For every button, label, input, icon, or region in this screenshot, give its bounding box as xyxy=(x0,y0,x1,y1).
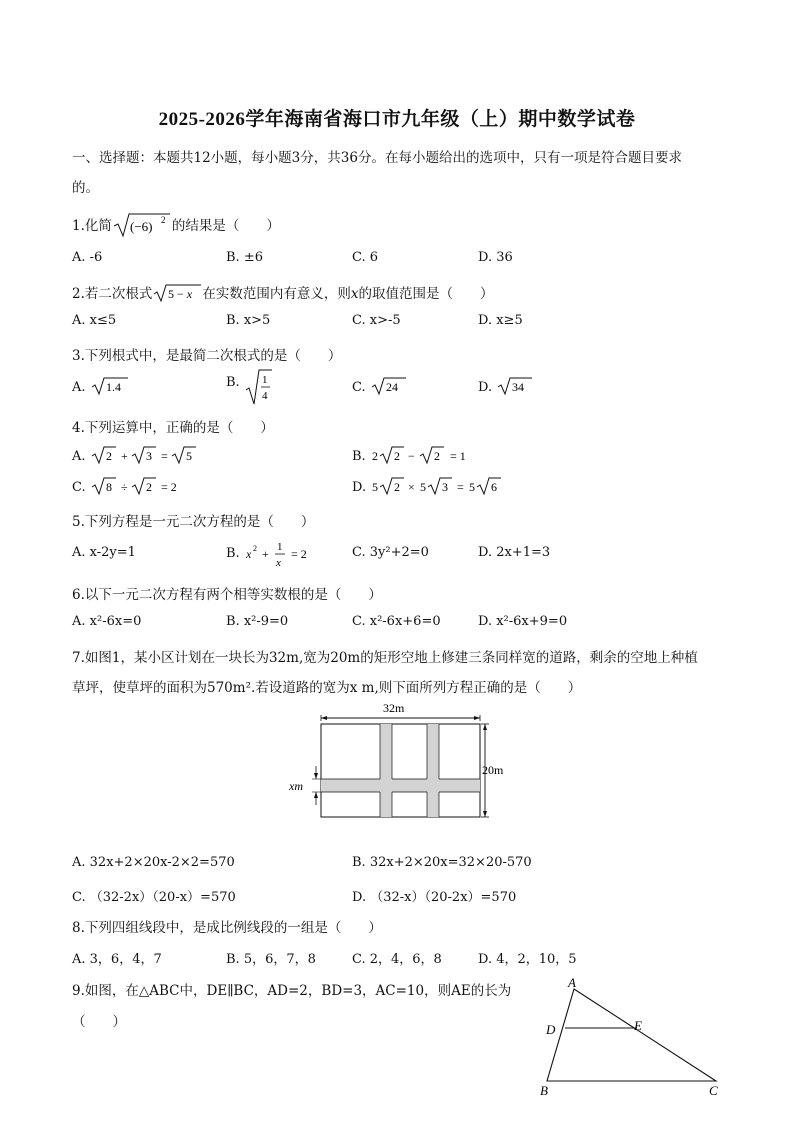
road-plan-figure xyxy=(285,698,515,828)
q3-option-c-math xyxy=(370,376,410,396)
q4-option-c-label: C. xyxy=(72,480,86,495)
question-8: 8.下列四组线段中，是成比例线段的一组是（ ） xyxy=(72,920,382,936)
svg-text:+: + xyxy=(261,547,269,561)
svg-text:2: 2 xyxy=(105,449,112,463)
q6-option-c: C. x²-6x+6=0 xyxy=(352,614,441,629)
svg-text:2: 2 xyxy=(394,480,401,494)
q3-option-c xyxy=(352,376,410,396)
svg-text:5: 5 xyxy=(185,449,192,463)
width-label: 32m xyxy=(383,701,405,715)
q5-option-b-math xyxy=(244,537,324,571)
svg-text:8: 8 xyxy=(105,480,112,494)
svg-text:x: x xyxy=(275,557,281,569)
svg-text:=: = xyxy=(160,449,168,463)
svg-text:÷: ÷ xyxy=(120,480,128,494)
svg-text:= 2: = 2 xyxy=(160,480,177,494)
q1-prefix: 1.化简 xyxy=(72,218,112,234)
height-label: 20m xyxy=(482,763,504,777)
svg-text:=: = xyxy=(457,480,465,494)
svg-text:24: 24 xyxy=(385,380,398,394)
q7-option-d: D. （32-x）（20-2x）=570 xyxy=(352,890,517,905)
q7-option-b: B. 32x+2×20x=32×20-570 xyxy=(352,855,532,870)
question-9-line1: 9.如图，在△ABC中，DE∥BC，AD=2，BD=3，AC=10，则AE的长为 xyxy=(72,983,512,999)
q3-option-a-label: A. xyxy=(72,380,86,395)
vertical-road-1 xyxy=(380,724,392,817)
point-d-label: D xyxy=(546,1022,556,1037)
q4-option-c xyxy=(72,476,200,496)
svg-text:6: 6 xyxy=(491,480,498,494)
svg-text:3: 3 xyxy=(145,449,152,463)
q8-option-b: B. 5，6，7，8 xyxy=(226,952,316,967)
q1-sqrt-expression xyxy=(112,212,172,238)
svg-text:= 1: = 1 xyxy=(449,449,466,463)
q3-option-a-math xyxy=(90,376,130,396)
q3-option-a xyxy=(72,376,130,396)
q2-option-d: D. x≥5 xyxy=(478,313,523,328)
question-4: 4.下列运算中，正确的是（ ） xyxy=(72,420,274,436)
svg-text:= 2: = 2 xyxy=(290,547,307,561)
svg-text:−: − xyxy=(407,449,415,463)
question-5: 5.下列方程是一元二次方程的是（ ） xyxy=(72,514,315,530)
svg-text:2: 2 xyxy=(393,449,400,463)
q8-option-a: A. 3，6，4，7 xyxy=(72,952,162,967)
q4-option-a xyxy=(72,445,200,465)
q7-option-a: A. 32x+2×20x-2×2=570 xyxy=(72,855,235,870)
question-9-line2: （ ） xyxy=(72,1014,126,1030)
svg-text:4: 4 xyxy=(261,390,268,402)
section-heading-line2: 的。 xyxy=(72,180,99,196)
q8-option-c: C. 2，4，6，8 xyxy=(352,952,442,967)
svg-text:34: 34 xyxy=(512,380,525,394)
road-width-label: xm xyxy=(289,779,303,793)
vertical-road-2 xyxy=(427,724,439,817)
svg-text:1.4: 1.4 xyxy=(105,380,121,394)
q3-option-b xyxy=(226,368,274,406)
svg-text:2: 2 xyxy=(145,480,152,494)
q2-variable: x xyxy=(350,286,359,302)
question-7-line1: 7.如图1，某小区计划在一块长为32m,宽为20m的矩形空地上修建三条同样宽的道路，剩余的空地上种植 xyxy=(72,650,698,666)
vertex-c-label: C xyxy=(709,1083,718,1098)
q2-middle: 在实数范围内有意义，则 xyxy=(202,286,351,302)
svg-text:2: 2 xyxy=(160,215,166,225)
field-rectangle xyxy=(321,724,480,817)
q1-suffix: 的结果是（ ） xyxy=(171,218,280,234)
q6-option-b: B. x²-9=0 xyxy=(226,614,289,629)
svg-text:×: × xyxy=(408,480,416,494)
triangle-abc xyxy=(547,989,716,1081)
question-6: 6.以下一元二次方程有两个相等实数根的是（ ） xyxy=(72,587,382,603)
q8-option-d: D. 4，2，10，5 xyxy=(478,952,577,967)
q4-option-d-label: D. xyxy=(352,480,367,495)
question-1 xyxy=(72,212,280,238)
q4-option-c-math xyxy=(90,476,200,496)
q2-option-c: C. x>-5 xyxy=(352,313,401,328)
q5-option-b-label: B. xyxy=(226,546,240,561)
q4-option-d xyxy=(352,476,510,496)
q4-option-b-math xyxy=(370,445,480,465)
q4-option-b xyxy=(352,445,480,465)
q7-option-c: C. （32-2x）（20-x）=570 xyxy=(72,890,236,905)
q2-prefix: 2.若二次根式 xyxy=(72,286,153,302)
question-3: 3.下列根式中，是最简二次根式的是（ ） xyxy=(72,348,342,364)
svg-text:1: 1 xyxy=(261,374,268,386)
horizontal-road xyxy=(321,779,480,792)
q6-option-d: D. x²-6x+9=0 xyxy=(478,614,568,629)
q4-option-a-label: A. xyxy=(72,449,86,464)
q4-option-b-label: B. xyxy=(352,449,366,464)
svg-text:2: 2 xyxy=(371,449,378,463)
section-heading-line1: 一、选择题：本题共12小题，每小题3分，共36分。在每小题给出的选项中，只有一项是符合题目要求 xyxy=(72,150,682,166)
svg-text:(−6): (−6) xyxy=(129,219,153,234)
svg-text:2: 2 xyxy=(433,449,440,463)
q3-option-d-label: D. xyxy=(478,380,493,395)
vertex-b-label: B xyxy=(540,1083,548,1098)
q5-option-d: D. 2x+1=3 xyxy=(478,545,551,560)
svg-text:5: 5 xyxy=(469,480,476,494)
q6-option-a: A. x²-6x=0 xyxy=(72,614,142,629)
svg-text:+: + xyxy=(120,449,128,463)
svg-text:2: 2 xyxy=(252,544,257,553)
page-title: 2025-2026学年海南省海口市九年级（上）期中数学试卷 xyxy=(158,109,636,130)
svg-text:1: 1 xyxy=(276,541,283,553)
svg-text:5: 5 xyxy=(372,480,379,494)
q2-sqrt-expression xyxy=(152,283,202,303)
q3-option-b-math xyxy=(244,368,274,406)
svg-text:5 − x: 5 − x xyxy=(168,287,193,301)
q3-option-d xyxy=(478,376,536,396)
q1-option-d: D. 36 xyxy=(478,250,513,265)
question-2 xyxy=(72,282,494,303)
svg-text:3: 3 xyxy=(442,480,449,494)
vertex-a-label: A xyxy=(568,975,576,990)
q1-option-a: A. -6 xyxy=(72,250,103,265)
q2-option-a: A. x≤5 xyxy=(72,313,117,328)
q3-option-d-math xyxy=(496,376,536,396)
q5-option-a: A. x-2y=1 xyxy=(72,545,136,560)
svg-text:5: 5 xyxy=(420,480,427,494)
q4-option-a-math xyxy=(90,445,200,465)
triangle-figure xyxy=(530,975,730,1105)
question-7-line2: 草坪，使草坪的面积为570m².若设道路的宽为x m,则下面所列方程正确的是（ ） xyxy=(72,680,582,696)
q5-option-c: C. 3y²+2=0 xyxy=(352,545,429,560)
q3-option-b-label: B. xyxy=(226,375,240,390)
q2-suffix: 的取值范围是（ ） xyxy=(358,286,494,302)
q2-option-b: B. x>5 xyxy=(226,313,271,328)
q5-option-b xyxy=(226,537,324,571)
q1-option-b: B. ±6 xyxy=(226,250,263,265)
point-e-label: E xyxy=(634,1018,642,1033)
q4-option-d-math xyxy=(370,476,510,496)
svg-text:x: x xyxy=(245,547,252,561)
q1-option-c: C. 6 xyxy=(352,250,379,265)
q3-option-c-label: C. xyxy=(352,380,366,395)
